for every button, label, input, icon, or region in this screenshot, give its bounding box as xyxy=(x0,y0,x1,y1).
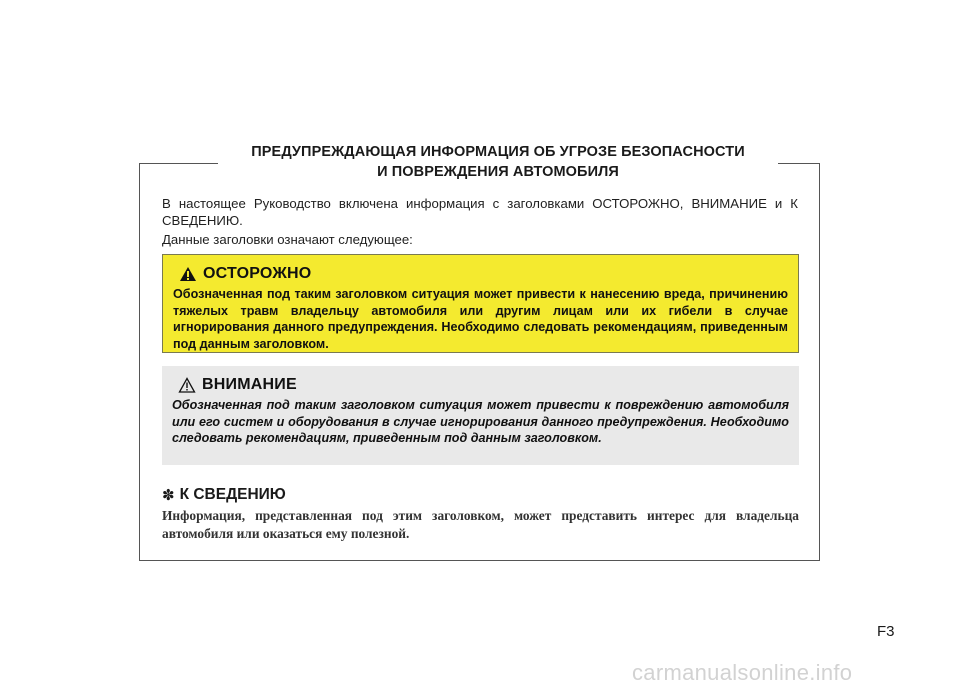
caution-triangle-icon xyxy=(178,377,202,393)
caution-title: ВНИМАНИЕ xyxy=(202,376,297,393)
intro-paragraph-1: В настоящее Руководство включена информация с заголовками ОСТОРОЖНО, ВНИМАНИЕ и К СВЕДЕНИЮ. xyxy=(162,196,798,228)
warning-text: Обозначенная под таким заголовком ситуация может привести к нанесению вреда, причинению тяжелых травм владельцу автомобиля или другим лицам или их гибели в случае игнорирования данного предупреждения. Необходимо следовать рекомендациям, приведенным под данным заголовком. xyxy=(173,287,788,351)
page-number: F3 xyxy=(877,623,895,640)
warning-title: ОСТОРОЖНО xyxy=(203,265,312,282)
caution-header xyxy=(178,374,789,396)
intro-text xyxy=(162,195,798,248)
section-title-line-2: И ПОВРЕЖДЕНИЯ АВТОМОБИЛЯ xyxy=(377,164,619,180)
notice-title: К СВЕДЕНИЮ xyxy=(179,486,286,503)
caution-box xyxy=(162,366,799,465)
warning-triangle-icon xyxy=(179,266,203,282)
section-title-line-1: ПРЕДУПРЕЖДАЮЩАЯ ИНФОРМАЦИЯ ОБ УГРОЗЕ БЕЗОПАСНОСТИ xyxy=(251,144,745,160)
asterisk-icon: ✽ xyxy=(162,486,175,504)
intro-paragraph-2: Данные заголовки означают следующее: xyxy=(162,232,413,247)
section-title xyxy=(218,142,778,182)
watermark: carmanualsonline.info xyxy=(632,660,853,685)
warning-box xyxy=(162,254,799,353)
warning-header xyxy=(179,263,788,285)
notice-header xyxy=(162,484,799,506)
caution-text: Обозначенная под таким заголовком ситуация может привести к повреждению автомобиля или его систем и оборудования в случае игнорирования данного предупреждения. Необходимо следовать рекомендациям, приведенным под данным заголовком. xyxy=(172,398,789,445)
notice-section xyxy=(162,484,799,543)
notice-text: Информация, представленная под этим заголовком, может представить интерес для владельца автомобиля или оказаться ему полезной. xyxy=(162,508,799,541)
